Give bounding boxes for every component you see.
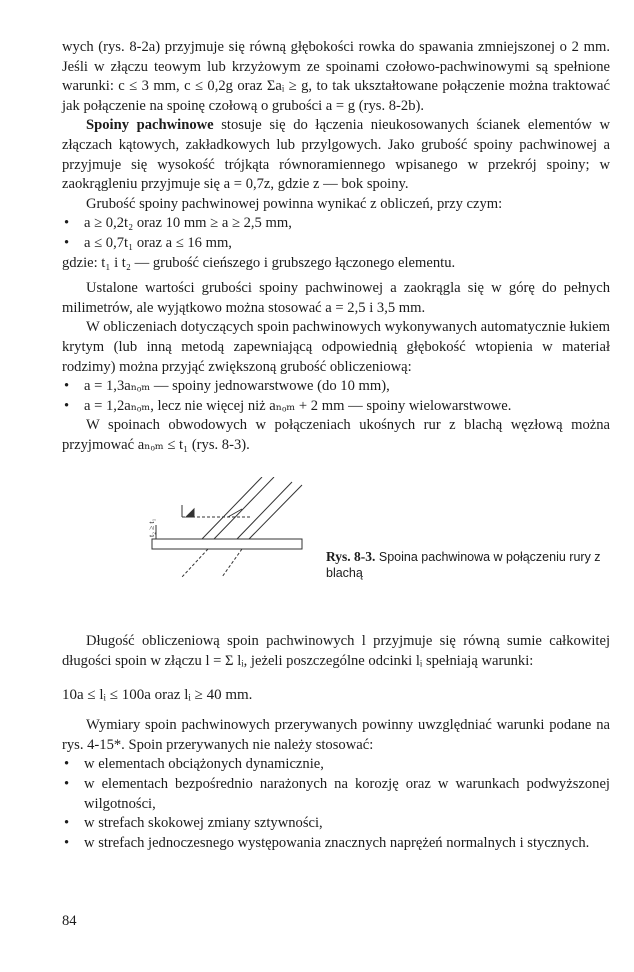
paragraph-3: Grubość spoiny pachwinowej powinna wynikać z obliczeń, przy czym: xyxy=(86,195,503,212)
conditions-list xyxy=(62,214,610,253)
paragraph-7: W spoinach obwodowych w połączeniach ukośnych rur z blachą węzłową można przyjmować aₙₒₘ ≤ t₁ (rys. 8-3). xyxy=(62,417,610,453)
list-item: • w elementach bezpośrednio narażonych na korozję oraz w warunkach podwyższonej wilgotności, xyxy=(62,775,610,814)
tube-wall-line xyxy=(214,477,274,539)
paragraph-1: wych (rys. 8-2a) przyjmuje się równą głębokości rowka do spawania zmniejszonej o 2 mm. Jeśli w złączu teowym lub krzyżowym ze spoinami czołowo-pachwinowymi są spełnione warunki: c ≤ 3 mm, c ≤ 0,2g oraz Σaᵢ ≥ g, to tak ukształtowane połączenie można traktować jak połączenie na spoinę czołową o grubości a = g (rys. 8-2b). xyxy=(62,39,610,114)
page-body xyxy=(62,38,610,853)
list-item: • a = 1,3aₙₒₘ — spoiny jednowarstwowe (do 10 mm), xyxy=(62,377,610,397)
paragraph-fillet-welds xyxy=(62,116,610,194)
paragraph-8: Długość obliczeniową spoin pachwinowych l przyjmuje się równą sumie całkowitej długości spoin w złączu l = Σ lᵢ, jeżeli poszczególne odcinki lᵢ spełniają warunki: xyxy=(62,633,610,670)
list-item: • w elementach obciążonych dynamicznie, xyxy=(62,755,610,775)
list-item: • w strefach jednoczesnego występowania znacznych naprężeń normalnych i stycznych. xyxy=(62,834,610,854)
length-formula: 10a ≤ lᵢ ≤ 100a oraz lᵢ ≥ 40 mm. xyxy=(62,686,253,703)
gusset-plate-shape xyxy=(152,539,302,549)
interrupted-welds-list xyxy=(62,755,610,853)
paragraph-5: Ustalone wartości grubości spoiny pachwinowej a zaokrągla się w górę do pełnych milimetrów, ale wyjątkowo można stosować a = 2,5 i 3,5 mm. xyxy=(62,280,610,316)
page-number: 84 xyxy=(62,913,77,929)
figure-8-3 xyxy=(62,467,610,617)
tube-wall-line xyxy=(237,482,292,539)
pipe-weld-drawing xyxy=(142,477,312,587)
list-item: • a = 1,2aₙₒₘ, lecz nie więcej niż aₙₒₘ + 2 mm — spoiny wielowarstwowe. xyxy=(62,397,610,417)
tube-wall-line xyxy=(249,485,302,539)
paragraph-4: gdzie: t₁ i t₂ — grubość cieńszego i grubszego łączonego elementu. xyxy=(62,254,456,271)
weld-symbol-shape xyxy=(186,509,194,517)
list-item: • a ≤ 0,7t₁ oraz a ≤ 16 mm, xyxy=(62,234,610,254)
dashed-line xyxy=(222,549,242,577)
term-fillet-welds: Spoiny pachwinowe xyxy=(86,117,214,134)
automatic-weld-list xyxy=(62,377,610,416)
list-item: • a ≥ 0,2t₂ oraz 10 mm ≥ a ≥ 2,5 mm, xyxy=(62,214,610,234)
caption-text: Spoina pachwinowa w połączeniu rury z blachą xyxy=(326,550,601,581)
paragraph-9: Wymiary spoin pachwinowych przerywanych powinny uwzględniać warunki podane na rys. 4-15*. Spoin przerywanych nie należy stosować: xyxy=(62,717,610,753)
figure-caption xyxy=(326,549,610,581)
dashed-line xyxy=(182,549,208,577)
paragraph-6: W obliczeniach dotyczących spoin pachwinowych wykonywanych automatycznie łukiem krytym (lub inną metodą zapewniającą odpowiednią głębokość wtopienia w materiał rodzimy) można przyjąć zwiększoną grubość obliczeniową: xyxy=(62,319,610,375)
caption-number: Rys. 8-3. xyxy=(326,549,376,565)
dimension-label: t₂ ≥ t₁ xyxy=(147,519,156,538)
paragraph-2-text: stosuje się do łączenia nieukosowanych ścianek elementów w złączach kątowych, zakładkowych lub przylgowych. Jako grubość spoiny pachwinowej a przyjmuje się wysokość trójkąta równoramiennego wpisanego w przekrój spoiny; w zaokrągleniu przyjmuje się a = 0,7z, gdzie z — bok spoiny. xyxy=(62,117,610,193)
list-item: • w strefach skokowej zmiany sztywności, xyxy=(62,814,610,834)
tube-wall-line xyxy=(202,477,262,539)
